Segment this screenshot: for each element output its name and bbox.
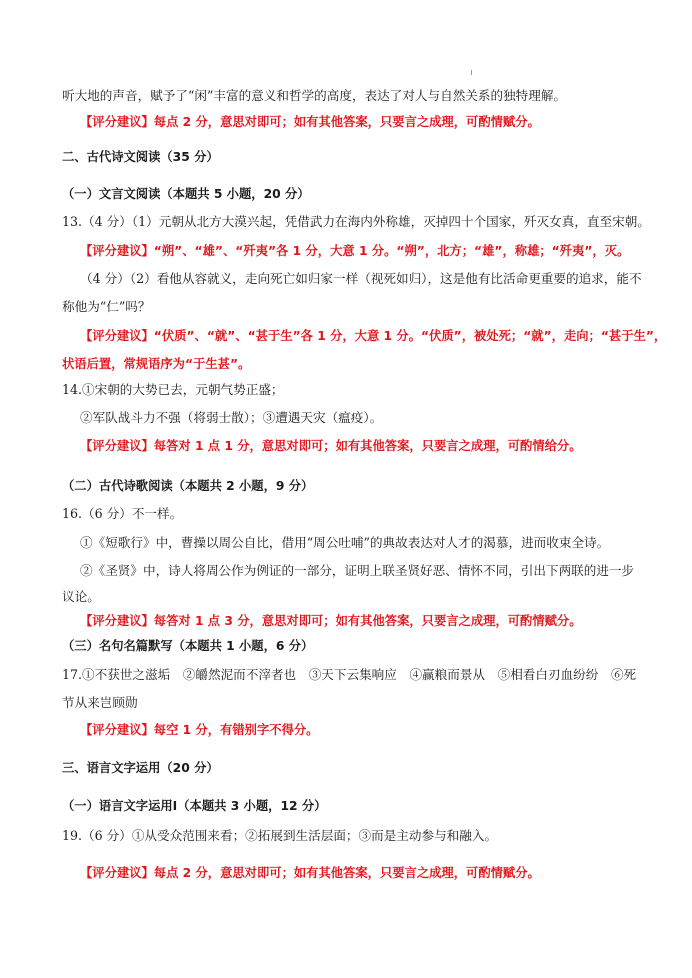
answer-line: 议论。	[62, 589, 100, 604]
answer-line: 13.（4 分）（1）元朝从北方大漠兴起，凭借武力在海内外称雄，灭掉四十个国家，歼灭女真，直至宋朝。	[62, 214, 650, 229]
answer-line: （4 分）（2）看他从容就义，走向死亡如归家一样（视死如归），这是他有比活命更重要的追求，能不	[80, 271, 642, 286]
answer-line: 17.①不获世之滋垢 ②皭然泥而不滓者也 ③天下云集响应 ④赢粮而景从 ⑤相看白刃血纷纷 ⑥死	[62, 667, 637, 682]
subsection-heading: （三）名句名篇默写（本题共 1 小题，6 分）	[62, 639, 314, 653]
answer-line: ②军队战斗力不强（将弱士散）；③遭遇天灾（瘟疫）。	[80, 410, 383, 425]
section-heading: 二、古代诗文阅读（35 分）	[62, 150, 219, 164]
subsection-heading: （一）语言文字运用Ⅰ（本题共 3 小题，12 分）	[62, 799, 327, 813]
answer-line: ②《圣贤》中，诗人将周公作为例证的一部分，证明上联圣贤好恶、情怀不同，引出下两联的进一步	[80, 563, 635, 578]
scoring-note: 状语后置，常规语序为“于生甚”。	[62, 357, 251, 371]
scoring-note: 【评分建议】每点 2 分，意思对即可；如有其他答案，只要言之成理，可酌情赋分。	[80, 115, 540, 129]
paragraph-line: 听大地的声音，赋予了“闲”丰富的意义和哲学的高度，表达了对人与自然关系的独特理解。	[62, 88, 567, 103]
scoring-note: 【评分建议】每答对 1 点 3 分，意思对即可；如有其他答案，只要言之成理，可酌情赋分。	[80, 614, 582, 628]
answer-line: 称他为“仁”吗？	[62, 299, 151, 314]
scoring-note: 【评分建议】“伏质”、“就”、“甚于生”各 1 分，大意 1 分。“伏质”，被处死；“就”，走向；“甚于生”，	[80, 329, 667, 343]
scoring-note: 【评分建议】每空 1 分，有错别字不得分。	[80, 723, 319, 737]
answer-line: ①《短歌行》中，曹操以周公自比，借用“周公吐哺”的典故表达对人才的渴慕，进而收束全诗。	[80, 535, 610, 550]
page-mark	[471, 70, 472, 75]
answer-line: 14.①宋朝的大势已去，元朝气势正盛；	[62, 382, 284, 397]
scoring-note: 【评分建议】“朔”、“雄”、“歼夷”各 1 分，大意 1 分。“朔”，北方；“雄”，称雄；“歼夷”，灭。	[80, 244, 630, 258]
subsection-heading: （一）文言文阅读（本题共 5 小题，20 分）	[62, 187, 310, 201]
scoring-note: 【评分建议】每答对 1 点 1 分，意思对即可；如有其他答案，只要言之成理，可酌情给分。	[80, 439, 582, 453]
subsection-heading: （二）古代诗歌阅读（本题共 2 小题，9 分）	[62, 479, 314, 493]
section-heading: 三、语言文字运用（20 分）	[62, 761, 219, 775]
scoring-note: 【评分建议】每点 2 分，意思对即可；如有其他答案，只要言之成理，可酌情赋分。	[80, 866, 540, 880]
answer-line: 16.（6 分）不一样。	[62, 506, 183, 521]
answer-line: 节从来岂顾勋	[62, 695, 138, 710]
answer-line: 19.（6 分）①从受众范围来看；②拓展到生活层面；③而是主动参与和融入。	[62, 828, 498, 843]
